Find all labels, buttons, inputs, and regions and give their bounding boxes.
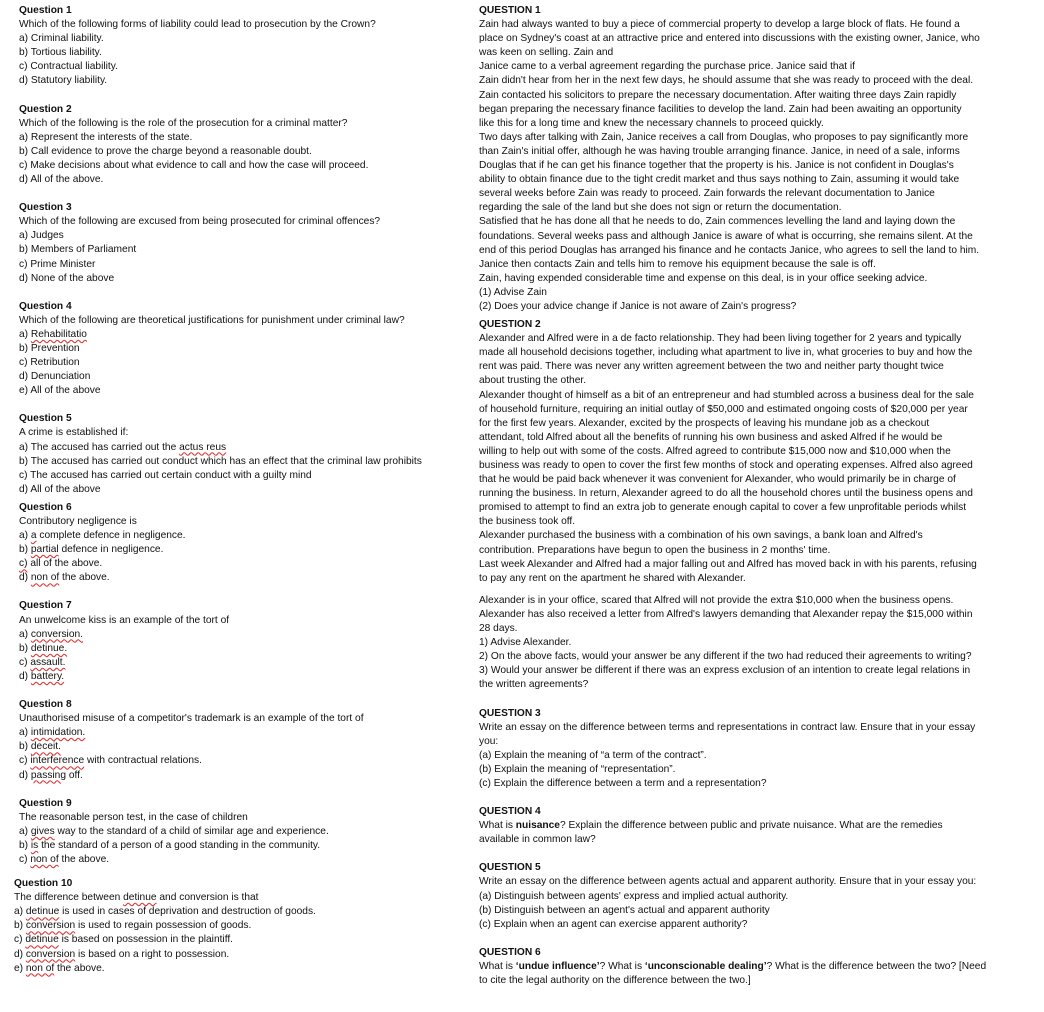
option-c	[19, 754, 459, 768]
question-line: regarding the sale of the land but she does not sign or return the documentation.	[479, 202, 842, 214]
option-d	[19, 769, 459, 783]
essay-question-3	[479, 707, 1005, 792]
spelling-flagged-word: conversion.	[30, 628, 83, 640]
question-stem	[14, 891, 459, 905]
option-prefix: a)	[19, 825, 31, 837]
option-c	[19, 557, 459, 571]
spelling-flagged-word: conversion	[25, 920, 76, 932]
question-line: Douglas that if he can get his finance together that the property is his. Janice is not confident in Douglas's	[479, 160, 954, 172]
option-text: complete defence in negligence.	[36, 530, 186, 542]
question-6	[19, 501, 459, 586]
option-a	[19, 441, 459, 455]
option-text: defence in negligence.	[58, 544, 164, 556]
question-line: Janice came to a verbal agreement regarding the purchase price. Janice said that if	[479, 61, 856, 73]
option-prefix: a)	[19, 530, 31, 542]
question-title: Question 8	[19, 699, 72, 711]
question-line: 1) Advise Alexander.	[479, 637, 572, 649]
question-title: QUESTION 4	[479, 806, 541, 818]
question-line: available in common law?	[479, 834, 596, 846]
option-b: b) Prevention	[19, 342, 80, 354]
question-line: 2) On the above facts, would your answer be any different if the two had reduced their agreements to writing?	[479, 651, 972, 663]
question-line	[479, 819, 1005, 833]
question-line: Alexander has also received a letter from Alfred's lawyers demanding that Alexander repay the $15,000 within	[479, 608, 973, 620]
question-line: (a) Distinguish between agents' express and implied actual authority.	[479, 890, 789, 902]
bold-term: ‘undue influence’	[515, 960, 600, 972]
question-line: running the business. In return, Alexander agreed to do all the household chores until the business opens and	[479, 488, 973, 500]
spelling-flagged-word: battery.	[30, 670, 65, 682]
option-c: c) The accused has carried out certain conduct with a guilty mind	[19, 469, 312, 481]
spelling-flagged-word: assault.	[30, 656, 66, 668]
stem-text: and conversion is that	[156, 892, 259, 904]
question-1	[19, 4, 459, 89]
question-stem: The reasonable person test, in the case of children	[19, 811, 248, 823]
option-b: b) Tortious liability.	[19, 47, 102, 59]
plain-text: What is	[479, 960, 516, 972]
option-prefix: e)	[14, 962, 26, 974]
option-a	[19, 726, 459, 740]
question-line: began preparing the necessary finance facilities to develop the land. Zain had been awaiting an opportunity	[479, 103, 962, 115]
question-stem: Unauthorised misuse of a competitor's trademark is an example of the tort of	[19, 713, 364, 725]
question-line: (b) Explain the meaning of “representation”.	[479, 763, 676, 775]
bold-term: nuisance	[515, 820, 560, 832]
plain-text: What is	[479, 820, 516, 832]
question-line: about trusting the other.	[479, 375, 587, 387]
spelling-flagged-word: passing	[30, 769, 67, 781]
question-title: Question 7	[19, 600, 72, 612]
question-line: for the first few years. Alexander, excited by the prospects of leaving his mundane job as a checkout	[479, 417, 930, 429]
option-b: b) Members of Parliament	[19, 244, 137, 256]
question-stem: A crime is established if:	[19, 427, 129, 439]
question-line: to pay any rent on the apartment he shared with Alexander.	[479, 572, 746, 584]
question-title: Question 5	[19, 413, 72, 425]
question-line: Zain had always wanted to buy a piece of commercial property to develop a large block of flats. He found a	[479, 19, 960, 31]
question-line: promised to attempt to find an extra job to generate enough capital to cover a few unprofitable periods whilst	[479, 502, 967, 514]
question-line: (c) Explain when an agent can exercise apparent authority?	[479, 918, 748, 930]
option-b	[19, 740, 459, 754]
option-text: way to the standard of a child of similar age and experience.	[54, 825, 329, 837]
question-line: of household furniture, requiring an initial outlay of $50,000 and estimated ongoing costs of $20,000 per year	[479, 403, 968, 415]
spelling-flagged-word: actus reus	[179, 441, 227, 453]
spelling-flagged-word: Rehabilitatio	[30, 328, 87, 340]
question-title: QUESTION 1	[479, 5, 541, 16]
option-text: the above.	[59, 572, 110, 584]
question-line: Alexander thought of himself as a bit of an entrepreneur and had stumbled across a business deal for the sale	[479, 389, 974, 401]
spelling-flagged-word: interference	[30, 755, 85, 767]
question-line: Alexander and Alfred were in a de facto relationship. They had been living together for 2 years and typically	[479, 333, 962, 345]
stem-text: The difference between	[14, 892, 124, 904]
question-line: 28 days.	[479, 623, 518, 635]
question-title: QUESTION 3	[479, 707, 541, 719]
option-c: c) Retribution	[19, 357, 80, 369]
option-d: d) Denunciation	[19, 371, 91, 383]
option-a: a) Represent the interests of the state.	[19, 131, 193, 143]
question-stem: Which of the following is the role of the prosecution for a criminal matter?	[19, 117, 348, 129]
question-title: Question 10	[14, 878, 73, 890]
question-title: QUESTION 5	[479, 862, 541, 874]
question-line: like this for a long time and knew the necessary channels to proceed quickly.	[479, 117, 824, 129]
question-line: business was ready to open to cover the first few months of stock and operating expenses. Alfred also agreed	[479, 460, 973, 471]
option-prefix: c)	[19, 755, 31, 767]
option-prefix: b)	[19, 741, 31, 753]
spelling-flagged-word: detinue	[123, 892, 157, 904]
question-line	[479, 960, 1005, 974]
plain-text: ? What is the difference between the two? [Need	[766, 960, 987, 972]
option-c	[19, 853, 459, 867]
option-text: the standard of a person of a good standing in the community.	[38, 839, 321, 851]
spelling-flagged-word: is	[30, 839, 39, 851]
option-prefix: d)	[19, 670, 31, 682]
option-c	[19, 656, 459, 670]
option-b	[19, 839, 459, 853]
plain-text: ? What is	[599, 960, 645, 972]
spelling-flagged-word: intimidation.	[30, 727, 86, 739]
question-stem: Which of the following are excused from being prosecuted for criminal offences?	[19, 216, 381, 228]
essay-question-1	[479, 4, 1005, 314]
question-title: Question 6	[19, 501, 72, 513]
option-prefix: b)	[19, 839, 31, 851]
question-line: Satisfied that he has done all that he needs to do, Zain commences levelling the land and laying down the	[479, 216, 956, 228]
spelling-flagged-word: non of	[25, 962, 55, 974]
option-a	[14, 905, 459, 919]
option-c: c) Prime Minister	[19, 258, 96, 270]
spelling-flagged-word: conversion	[25, 948, 76, 960]
question-line: rent was paid. There was never any written agreement between the two and neither party thought twice	[479, 361, 944, 373]
question-line: than Zain's initial offer, although he was having trouble arranging finance. Janice, in need of a sale, informs	[479, 145, 960, 157]
question-line: foundations. Several weeks pass and although Janice is aware of what is occurring, she remains silent. At the	[479, 230, 973, 242]
option-b: b) Call evidence to prove the charge beyond a reasonable doubt.	[19, 145, 312, 157]
question-line: Write an essay on the difference between terms and representations in contract law. Ensure that in your essay	[479, 721, 976, 733]
option-e: e) All of the above	[19, 385, 101, 397]
question-line: Two days after talking with Zain, Janice receives a call from Douglas, who proposes to pay significantly more	[479, 131, 969, 143]
option-d	[19, 571, 459, 585]
option-text: off.	[66, 769, 83, 781]
question-title: Question 1	[19, 5, 72, 16]
option-text: is used in cases of deprivation and destruction of goods.	[59, 906, 316, 918]
question-line: (a) Explain the meaning of “a term of the contract”.	[479, 749, 707, 761]
spelling-flagged-word: gives	[30, 825, 55, 837]
option-a: a) Criminal liability.	[19, 33, 104, 45]
question-line: end of this period Douglas has arranged his finance and he contacts Janice, who agrees to sell the land to him.	[479, 244, 980, 256]
question-title: Question 4	[19, 300, 72, 312]
question-line: Alexander is in your office, scared that Alfred will not provide the extra $10,000 when the business opens.	[479, 594, 954, 606]
option-d: d) None of the above	[19, 272, 115, 284]
spelling-flagged-word: detinue	[25, 934, 59, 946]
option-a	[19, 529, 459, 543]
option-text: is based on possession in the plaintiff.	[58, 934, 234, 946]
option-d: d) All of the above	[19, 483, 101, 495]
option-text: is based on a right to possession.	[75, 948, 230, 960]
essay-question-5	[479, 861, 1005, 931]
question-stem: Which of the following are theoretical justifications for punishment under criminal law?	[19, 314, 405, 326]
question-stem: An unwelcome kiss is an example of the tort of	[19, 614, 230, 626]
question-title: QUESTION 2	[479, 319, 541, 331]
question-title: Question 3	[19, 202, 72, 214]
option-c: c) Contractual liability.	[19, 61, 118, 73]
option-text: the above.	[54, 962, 105, 974]
essay-questions-column	[479, 4, 1005, 988]
question-line: Janice then contacts Zain and tells him to remove his equipment because the sale is off.	[479, 258, 876, 270]
question-line: (b) Distinguish between an agent's actual and apparent authority	[479, 904, 770, 916]
question-line: that he would be paid back whenever it was convenient for Alexander, who would primarily be in charge of	[479, 474, 956, 486]
option-c	[14, 933, 459, 947]
option-b	[19, 543, 459, 557]
option-text: the above.	[58, 853, 110, 865]
option-prefix: d)	[14, 948, 26, 960]
question-4	[19, 300, 459, 399]
question-stem: Which of the following forms of liability could lead to prosecution by the Crown?	[19, 19, 376, 31]
spelling-flagged-word: deceit.	[30, 741, 61, 753]
option-text: is used to regain possession of goods.	[75, 920, 252, 932]
question-line: Zain, having expended considerable time and expense on this deal, is in your office seeking advice.	[479, 272, 928, 284]
option-a: a) Judges	[19, 230, 64, 242]
question-line: (2) Does your advice change if Janice is not aware of Zain's progress?	[479, 300, 797, 312]
option-prefix: d)	[19, 572, 31, 584]
option-a	[19, 628, 459, 642]
option-prefix: b)	[19, 544, 31, 556]
option-prefix: d)	[19, 769, 31, 781]
question-line: the business took off.	[479, 516, 576, 528]
question-line: to cite the legal authority on the difference between the two.]	[479, 975, 751, 986]
question-line: the written agreements?	[479, 679, 589, 691]
option-prefix: a)	[19, 628, 31, 640]
question-line: Zain didn't hear from her in the next few days, he should assume that she was ready to proceed with the deal.	[479, 75, 974, 87]
question-line: contribution. Preparations have begun to open the business in 2 months' time.	[479, 544, 831, 556]
question-line: attendant, told Alfred about all the benefits of running his own business and asked Alfred if he would be	[479, 431, 943, 443]
question-line: Zain contacted his solicitors to prepare the necessary documentation. After waiting three days Zain rapidly	[479, 89, 957, 101]
question-title: Question 2	[19, 103, 72, 115]
option-prefix: c)	[19, 656, 31, 668]
question-line: several weeks before Zain was ready to proceed. Zain forwards the relevant documentation to Janice	[479, 188, 935, 200]
question-line: place on Sydney's coast at an attractive price and entered into discussions with the existing owner, Janice, who	[479, 33, 980, 45]
multiple-choice-column	[14, 4, 459, 976]
option-text: all of the above.	[27, 558, 103, 570]
option-b	[14, 919, 459, 933]
option-prefix: c)	[14, 934, 26, 946]
option-prefix: a)	[19, 328, 31, 340]
option-b	[19, 642, 459, 656]
option-a	[19, 825, 459, 839]
question-line: (c) Explain the difference between a term and a representation?	[479, 777, 767, 789]
question-title: QUESTION 6	[479, 946, 541, 958]
question-2	[19, 103, 459, 188]
option-prefix: a)	[14, 906, 26, 918]
essay-question-2	[479, 318, 1005, 692]
option-prefix: b)	[14, 920, 26, 932]
option-prefix: a) The accused has carried out the	[19, 441, 180, 453]
essay-question-4	[479, 805, 1005, 847]
question-line: 3) Would your answer be different if there was an express exclusion of an intention to create legal relations in	[479, 665, 971, 677]
option-prefix: a)	[19, 727, 31, 739]
option-b: b) The accused has carried out conduct which has an effect that the criminal law prohibits	[19, 455, 422, 467]
question-line: made all household decisions together, including what apartment to live in, what groceries to buy and how the	[479, 347, 973, 359]
option-prefix: c)	[19, 853, 31, 865]
option-e	[14, 962, 459, 976]
question-3	[19, 201, 459, 286]
spelling-flagged-word: c)	[19, 558, 28, 570]
question-9	[19, 797, 459, 867]
option-d	[14, 948, 459, 962]
option-c: c) Make decisions about what evidence to call and how the case will proceed.	[19, 159, 369, 171]
spelling-flagged-word: non of	[30, 853, 59, 865]
plain-text: ? Explain the difference between public and private nuisance. What are the remedies	[559, 820, 943, 832]
option-text: with contractual relations.	[84, 755, 202, 767]
bold-term: ‘unconscionable dealing’	[644, 960, 767, 972]
essay-question-6	[479, 946, 1005, 988]
question-10	[14, 877, 459, 976]
option-d: d) Statutory liability.	[19, 75, 108, 87]
spelling-flagged-word: detinue	[25, 906, 60, 918]
question-line: was keen on selling. Zain and	[479, 47, 614, 59]
spelling-flagged-word: non of	[30, 572, 60, 584]
option-prefix: b)	[19, 642, 31, 654]
spelling-flagged-word: partial	[30, 544, 59, 556]
question-title: Question 9	[19, 797, 72, 809]
question-8	[19, 698, 459, 783]
option-a	[19, 328, 459, 342]
question-line: Alexander purchased the business with a combination of his own savings, a bank loan and Alfred's	[479, 530, 923, 542]
question-7	[19, 599, 459, 684]
spelling-flagged-word: a	[30, 530, 37, 542]
option-d: d) All of the above.	[19, 174, 104, 186]
question-line: ability to obtain finance due to the tight credit market and thus says nothing to Zain, assuming it would take	[479, 174, 960, 186]
question-stem: Contributory negligence is	[19, 516, 137, 527]
question-5	[19, 412, 459, 497]
question-line: you:	[479, 735, 499, 747]
question-line: Last week Alexander and Alfred had a major falling out and Alfred has moved back in with his parents, refusing	[479, 558, 977, 570]
question-line: willing to help out with some of the costs. Alfred agreed to contribute $15,000 now and $10,000 when the	[479, 445, 951, 457]
question-line: Write an essay on the difference between agents actual and apparent authority. Ensure that in your essay you:	[479, 876, 977, 888]
spelling-flagged-word: detinue.	[30, 642, 68, 654]
question-line: (1) Advise Zain	[479, 286, 547, 298]
option-d	[19, 670, 459, 684]
